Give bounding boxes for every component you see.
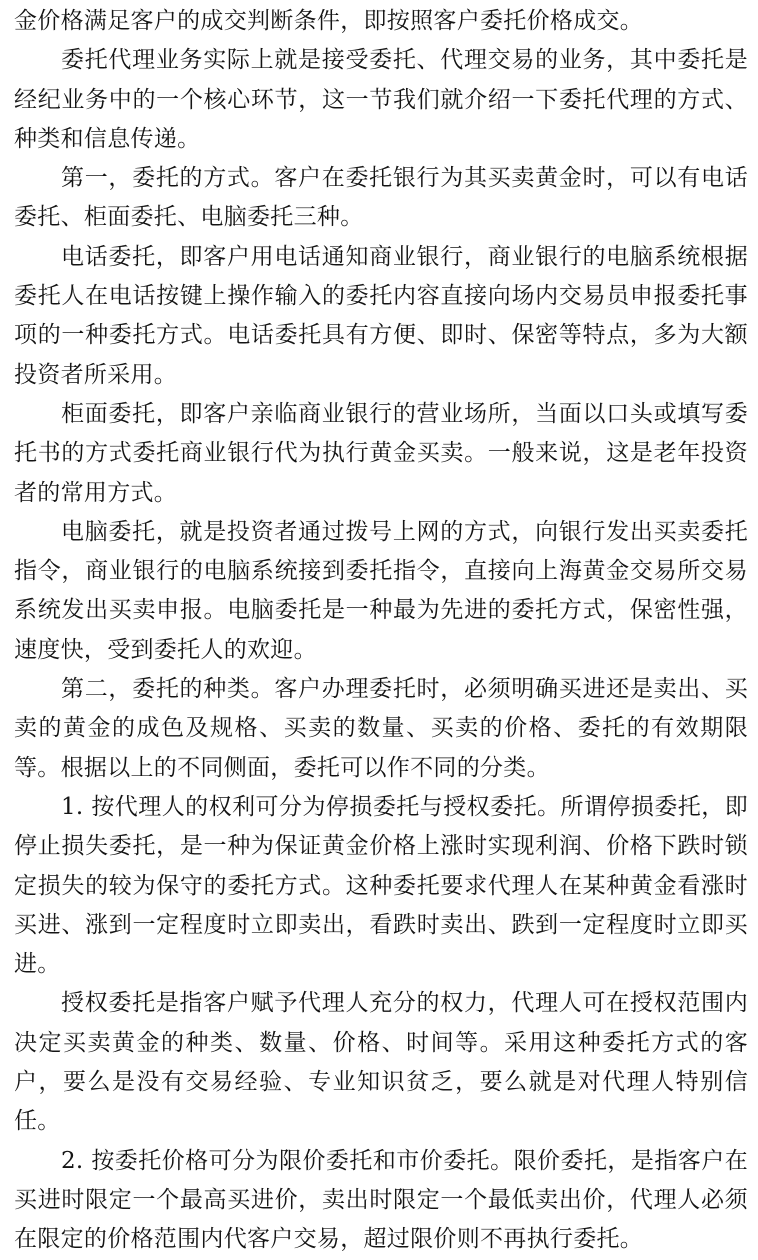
paragraph-5: 柜面委托，即客户亲临商业银行的营业场所，当面以口头或填写委托书的方式委托商业银行代为执行黄金买卖。一般来说，这是老年投资者的常用方式。 bbox=[14, 400, 748, 506]
paragraph-10: 2. 按委托价格可分为限价委托和市价委托。限价委托，是指客户在买进时限定一个最高买进价，卖出时限定一个最低卖出价，代理人必须在限定的价格范围内代客户交易，超过限价则不再执行委托。 bbox=[14, 1147, 748, 1253]
document-page bbox=[14, 2, 748, 1260]
paragraph-1: 金价格满足客户的成交判断条件，即按照客户委托价格成交。 bbox=[14, 8, 644, 34]
paragraph-7: 第二，委托的种类。客户办理委托时，必须明确买进还是卖出、买卖的黄金的成色及规格、买卖的数量、买卖的价格、委托的有效期限等。根据以上的不同侧面，委托可以作不同的分类。 bbox=[14, 676, 748, 781]
paragraph-4: 电话委托，即客户用电话通知商业银行，商业银行的电脑系统根据委托人在电话按键上操作输入的委托内容直接向场内交易员申报委托事项的一种委托方式。电话委托具有方便、即时、保密等特点，多为大额投资者所采用。 bbox=[14, 243, 748, 388]
paragraph-9: 授权委托是指客户赋予代理人充分的权力，代理人可在授权范围内决定买卖黄金的种类、数量、价格、时间等。采用这种委托方式的客户，要么是没有交易经验、专业知识贫乏，要么就是对代理人特别信任。 bbox=[14, 990, 748, 1135]
paragraph-8: 1. 按代理人的权利可分为停损委托与授权委托。所谓停损委托，即停止损失委托，是一种为保证黄金价格上涨时实现利润、价格下跌时锁定损失的较为保守的委托方式。这种委托要求代理人在某种黄金看涨时买进、涨到一定程度时立即卖出，看跌时卖出、跌到一定程度时立即买进。 bbox=[14, 793, 748, 978]
paragraph-6: 电脑委托，就是投资者通过拨号上网的方式，向银行发出买卖委托指令，商业银行的电脑系统接到委托指令，直接向上海黄金交易所交易系统发出买卖申报。电脑委托是一种最为先进的委托方式，保密性强，速度快，受到委托人的欢迎。 bbox=[14, 518, 748, 663]
paragraph-2: 委托代理业务实际上就是接受委托、代理交易的业务，其中委托是经纪业务中的一个核心环节，这一节我们就介绍一下委托代理的方式、种类和信息传递。 bbox=[14, 47, 748, 152]
paragraph-3: 第一，委托的方式。客户在委托银行为其买卖黄金时，可以有电话委托、柜面委托、电脑委托三种。 bbox=[14, 165, 748, 231]
